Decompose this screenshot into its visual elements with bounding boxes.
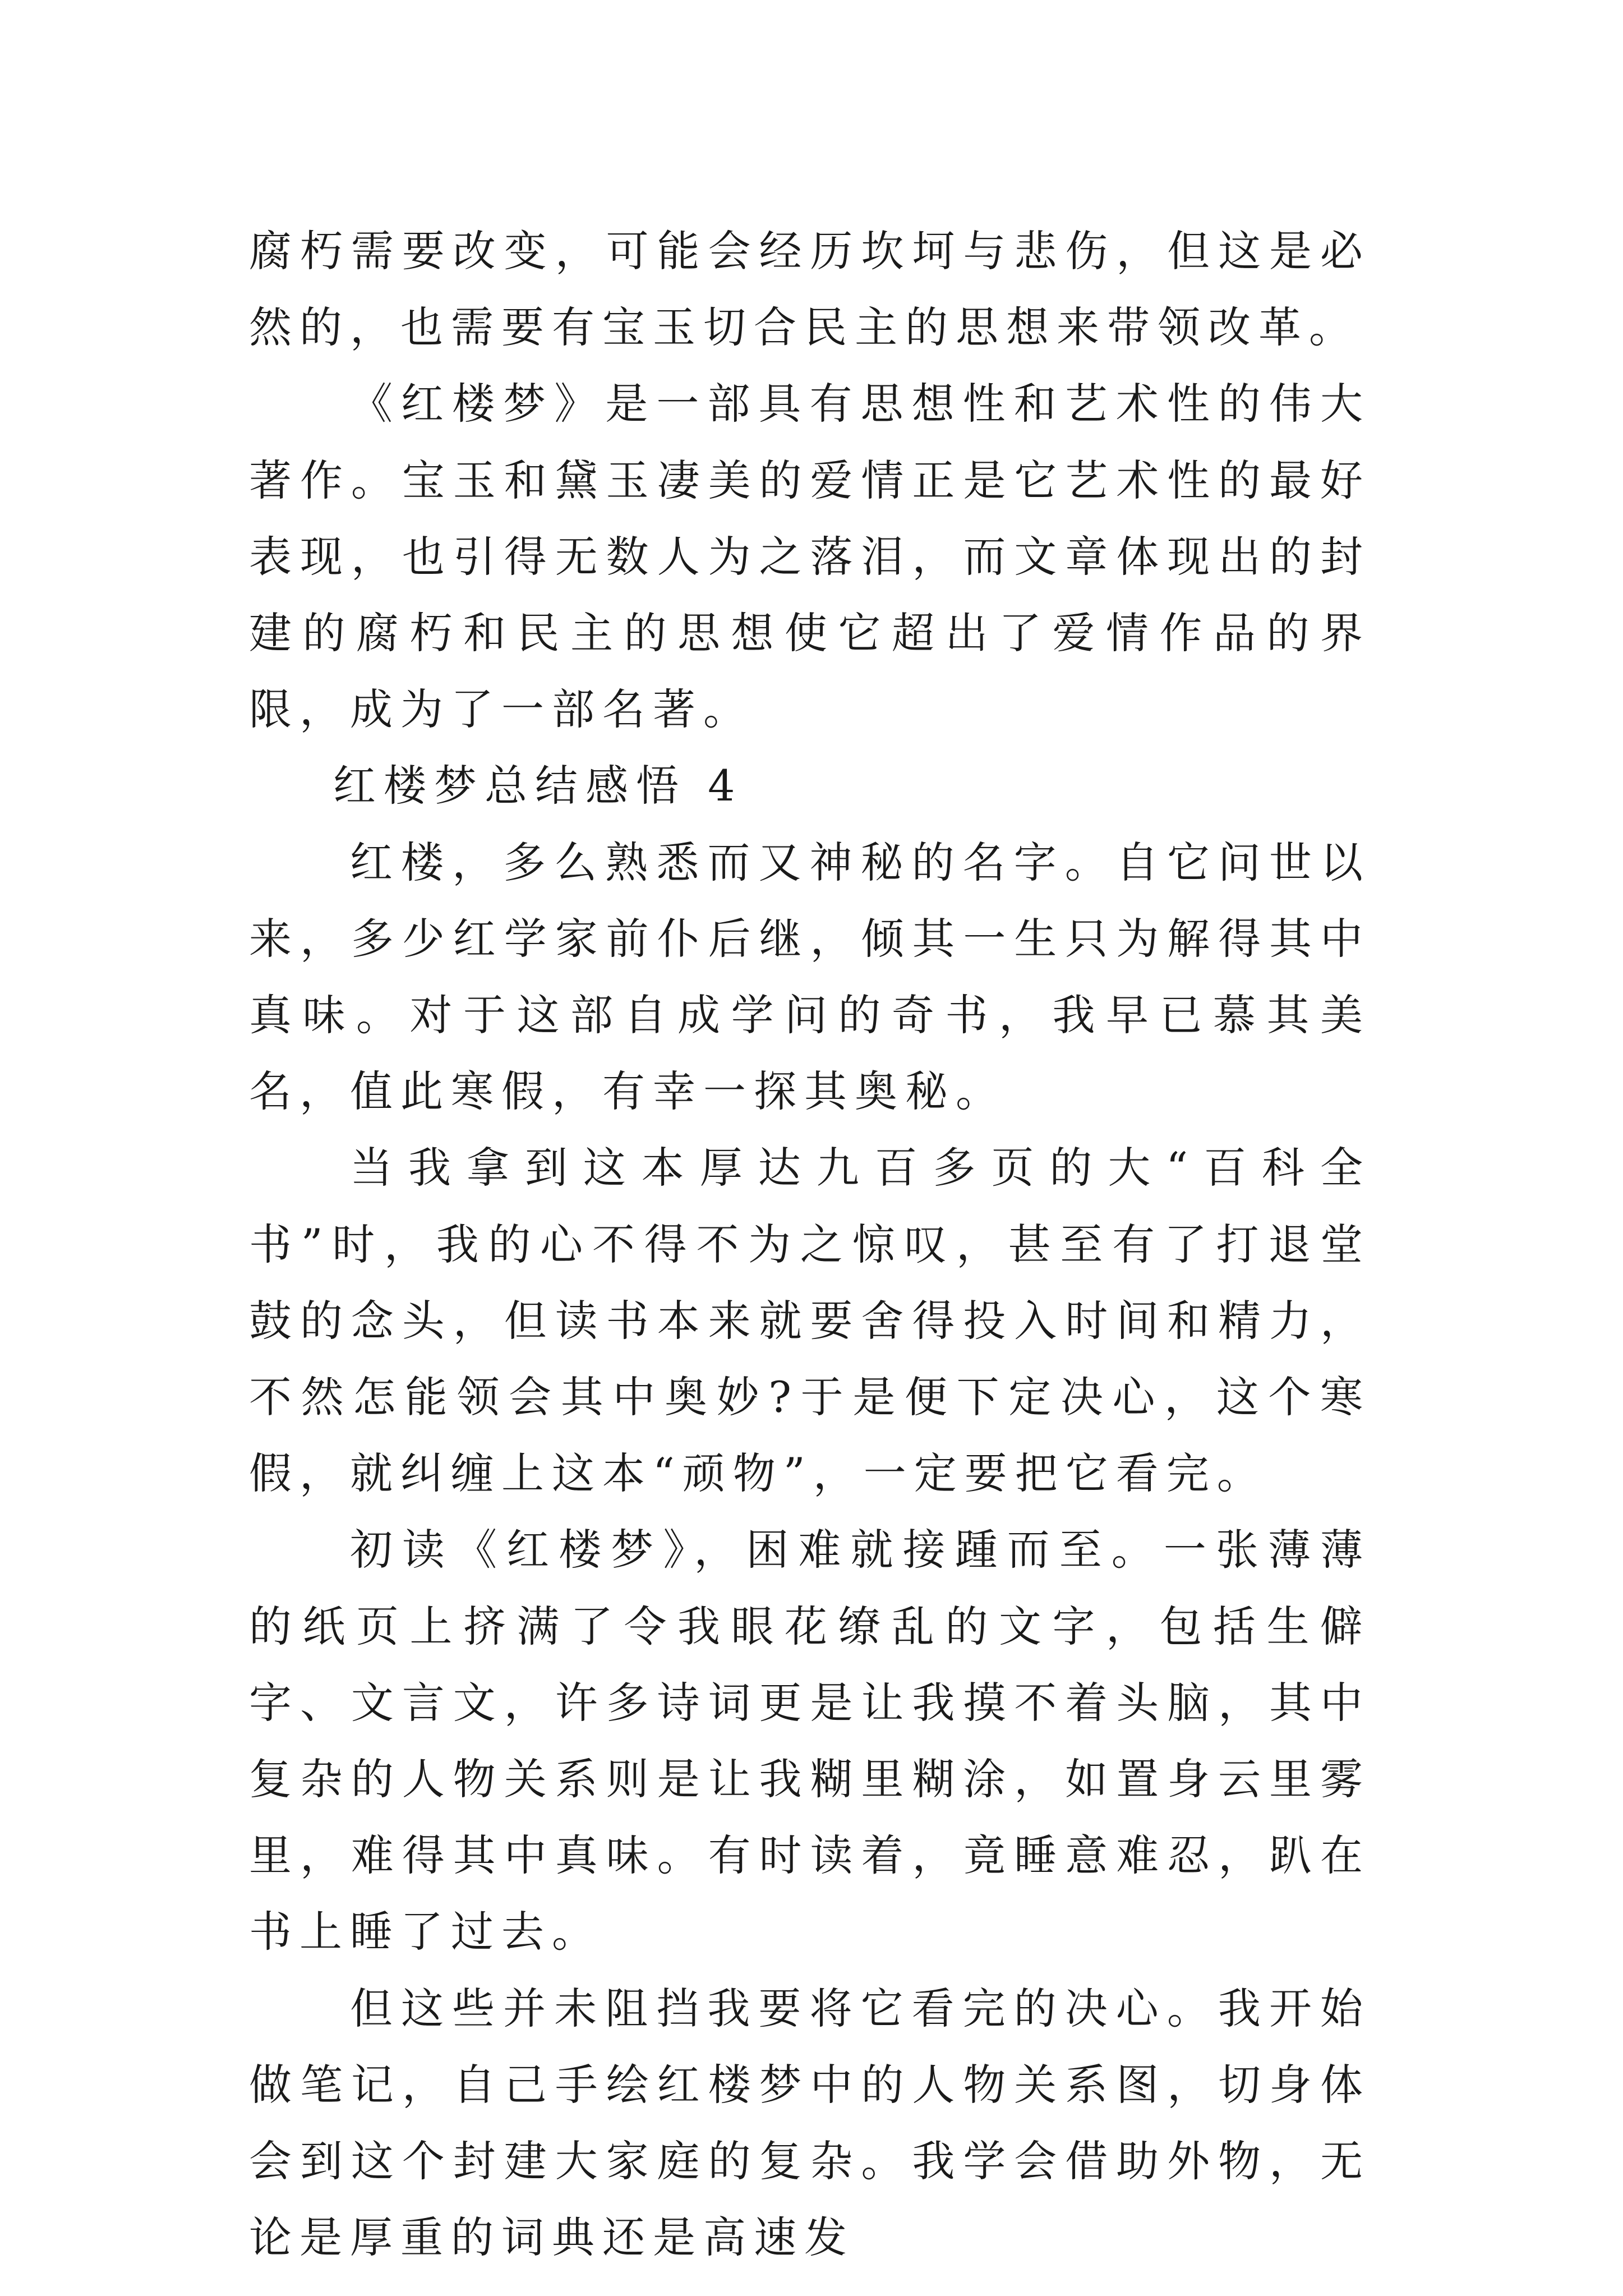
paragraph-intro: 红楼，多么熟悉而又神秘的名字。自它问世以来，多少红学家前仆后继，倾其一生只为解得其中真味。对于这部自成学问的奇书，我早已慕其美名，值此寒假，有幸一探其奥秘。: [249, 837, 1371, 1117]
section-heading: 红楼梦总结感悟 4: [333, 761, 743, 811]
paragraph-continuation: 腐朽需要改变，可能会经历坎坷与悲伤，但这是必然的，也需要有宝玉切合民主的思想来带领改革。: [249, 226, 1371, 353]
paragraph-first-impression: 当我拿到这本厚达九百多页的大“百科全书”时，我的心不得不为之惊叹，甚至有了打退堂鼓的念头，但读书本来就要舍得投入时间和精力，不然怎能领会其中奥妙?于是便下定决心，这个寒假，就纠缠上这本“顽物”，一定要把它看完。: [249, 1143, 1371, 1499]
paragraph-difficulties: 初读《红楼梦》，困难就接踵而至。一张薄薄的纸页上挤满了令我眼花缭乱的文字，包括生僻字、文言文，许多诗词更是让我摸不着头脑，其中复杂的人物关系则是让我糊里糊涂，如置身云里雾里，难得其中真味。有时读着，竟睡意难忍，趴在书上睡了过去。: [249, 1525, 1371, 1957]
document-page: [249, 213, 1371, 2276]
paragraph-determination: 但这些并未阻挡我要将它看完的决心。我开始做笔记，自己手绘红楼梦中的人物关系图，切身体会到这个封建大家庭的复杂。我学会借助外物，无论是厚重的词典还是高速发: [249, 1983, 1371, 2263]
paragraph-summary: 《红楼梦》是一部具有思想性和艺术性的伟大著作。宝玉和黛玉凄美的爱情正是它艺术性的最好表现，也引得无数人为之落泪，而文章体现出的封建的腐朽和民主的思想使它超出了爱情作品的界限，成为了一部名著。: [249, 379, 1371, 735]
